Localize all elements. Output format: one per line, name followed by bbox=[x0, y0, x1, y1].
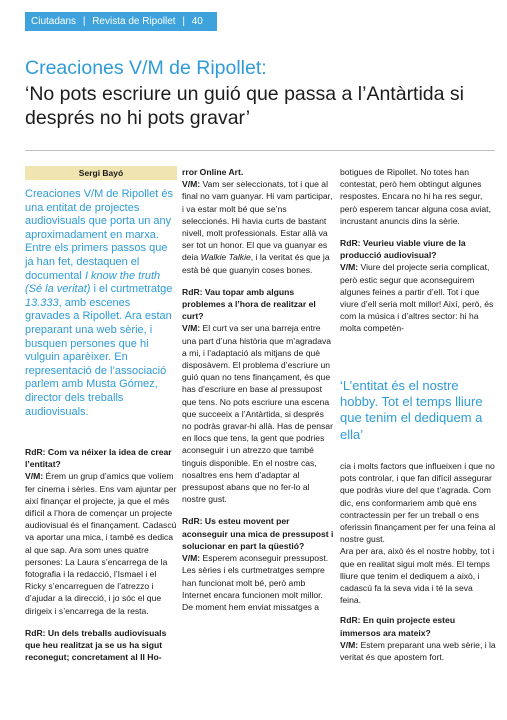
question: RdR: En quin projecte esteu immersos ara mateix? bbox=[340, 615, 456, 638]
answer-label: V/M: bbox=[182, 553, 201, 564]
answer-label: V/M: bbox=[25, 471, 44, 482]
section-header-bar bbox=[25, 12, 217, 31]
question: RdR: Un dels treballs audiovisuals que heu realitzat ja se us ha sigut reconegut; concretament al II Ho- bbox=[25, 627, 167, 663]
magazine-name: Revista de Ripollet bbox=[92, 16, 176, 27]
answer-text: Vam ser seleccionats, tot i que al final no vam guanyar. Hi vam participar, i va estar molt bé que se’ns seleccionés. Hi havia curts de bastant nivell, molt professionals. Estar allà va ser tot un honor. El que va guanyar es deia bbox=[182, 179, 333, 263]
intro-text: Creaciones V/M de Ripollet és una entitat de projectes audiovisuals que porta un any aproximadament en marxa. Entre els primers passos que ja han fet, destaquen el documental bbox=[25, 188, 173, 282]
answer-label: V/M: bbox=[182, 323, 201, 334]
section-name: Ciutadans bbox=[31, 16, 77, 27]
answer bbox=[182, 322, 334, 505]
header-separator: | bbox=[82, 16, 86, 27]
column-3 bbox=[340, 166, 496, 335]
question: RdR: Veurieu viable viure de la producció audiovisual? bbox=[340, 238, 466, 261]
title-divider bbox=[25, 150, 495, 151]
column-2 bbox=[182, 166, 334, 613]
answer-text: Viure del projecte seria complicat, però estic segur que aconseguirem algunes feines a partir d’ell. Tot i que viure d’ell seria molt millor! Així, però, és com la música i d’altres sector: hi ha molta competèn- bbox=[340, 262, 494, 334]
answer-text: cia i molts factors que influeixen i que no pots controlar, i que fan difícil assegurar que podràs viure del que t’agrada. Com dic, ens conformariem amb què ens contractessin per fer un treball o ens oferissin finançament per fer una feina al nostre gust. bbox=[340, 461, 496, 545]
page-number: 40 bbox=[191, 16, 203, 27]
article-subtitle: ‘No pots escriure un guió que passa a l’Antàrtida si després no hi pots gravar’ bbox=[25, 83, 464, 129]
pull-quote: ‘L’entitat és el nostre hobby. Tot el temps lliure que tenim el dediquem a ella’ bbox=[340, 378, 483, 442]
answer-text: , i la veritat és que ja està bé que guanyin coses bones. bbox=[182, 252, 330, 275]
answer-label: V/M: bbox=[182, 179, 201, 190]
answer bbox=[182, 178, 334, 276]
answer bbox=[25, 470, 177, 616]
answer-text: Érem un grup d’amics que volíem fer cinema i sèries. Ens vam ajuntar per així finançar el projecte, ja que el més difícil a l’hora de començar un projecte audiovisual és el finançament. Cadascú va aportar una mica, i també es dedica al que sap. Ara som unes quatre persones: La Laura s’encarrega de la fotografia i la redacció, l’Ismael i el Ricky s’encarreguen de l’atrezzo i d’ajudar a la direcció, i jo sóc el que dirigeix i s’encarrega de la resta. bbox=[25, 471, 177, 616]
intro-text: , amb escenes gravades a Ripollet. Ara estan preparant una web sèrie, i busquen persones que hi vulguin aparèixer. En representació de l’associació parlem amb Musta Gómez, director dels treballs audiovisuals. bbox=[25, 296, 172, 418]
documentary-title: I know the truth (Sé la veritat) bbox=[25, 269, 161, 296]
answer-text: Esperem aconseguir pressupost. Les sèries i els curtmetratges sempre han funcionat molt bé, però amb Internet encara funcionen molt millor. bbox=[182, 553, 329, 600]
answer-text: Estem preparant una web sèrie, i la veritat és que apostem fort. bbox=[340, 639, 496, 663]
column-1 bbox=[25, 446, 177, 663]
answer bbox=[340, 261, 496, 334]
answer-label: V/M: bbox=[340, 639, 359, 650]
answer-text: De moment hem enviat missatges a bbox=[182, 601, 320, 612]
intro-paragraph bbox=[25, 188, 177, 419]
short-film-title: 13.333 bbox=[25, 296, 59, 309]
header-separator: | bbox=[182, 16, 185, 27]
question: RdR: Us esteu movent per aconseguir una mica de pressupost i solucionar en part la qüestió? bbox=[182, 516, 334, 551]
answer bbox=[182, 552, 334, 601]
question: RdR: Vau topar amb alguns problemes a l’hora de realitzar el curt? bbox=[182, 286, 316, 322]
article-title: Creaciones V/M de Ripollet: bbox=[25, 57, 267, 79]
film-title: Walkie Talkie bbox=[200, 252, 251, 263]
author-byline: Sergi Bayó bbox=[25, 166, 177, 180]
intro-text: i el curtmetratge bbox=[90, 283, 173, 296]
answer-text: Ara per ara, això és el nostre hobby, tot i que en realitat sigui molt més. El temps lliure que tenim el dediquem a això, i cadascú fa la seva vida i té la seva feina. bbox=[340, 546, 495, 606]
answer-label: V/M: bbox=[340, 262, 359, 273]
answer bbox=[340, 639, 496, 663]
question: rror Online Art. bbox=[182, 167, 244, 177]
answer-text: El curt va ser una barreja entre una part d’una història que m’agradava a mi, i l’adaptació als mitjans de què disposàvem. El problema d’escriure un guió quan no tens finançament, és que has d’escriure en base al pressupost que tens. No pots escriure una escena que succeeix a l’Antàrtida, si després no podràs gravar-hi allà. Has de pensar en llocs que tens, la gent que podries aconseguir i un atrezzo que també tinguis disponible. En el nostre cas, nosaltres ens hem d’adaptar al pressupost abans que no fer-lo al nostre gust. bbox=[182, 323, 333, 505]
answer-text: botigues de Ripollet. No totes han contestat, però hem obtingut algunes respostes. Encara no hi ha res segur, però esperem tancar alguna cosa aviat, incrustant anuncis dins la sèrie. bbox=[340, 167, 491, 226]
question: RdR: Com va néixer la idea de crear l’entitat? bbox=[25, 447, 172, 470]
column-3-continued bbox=[340, 460, 496, 663]
